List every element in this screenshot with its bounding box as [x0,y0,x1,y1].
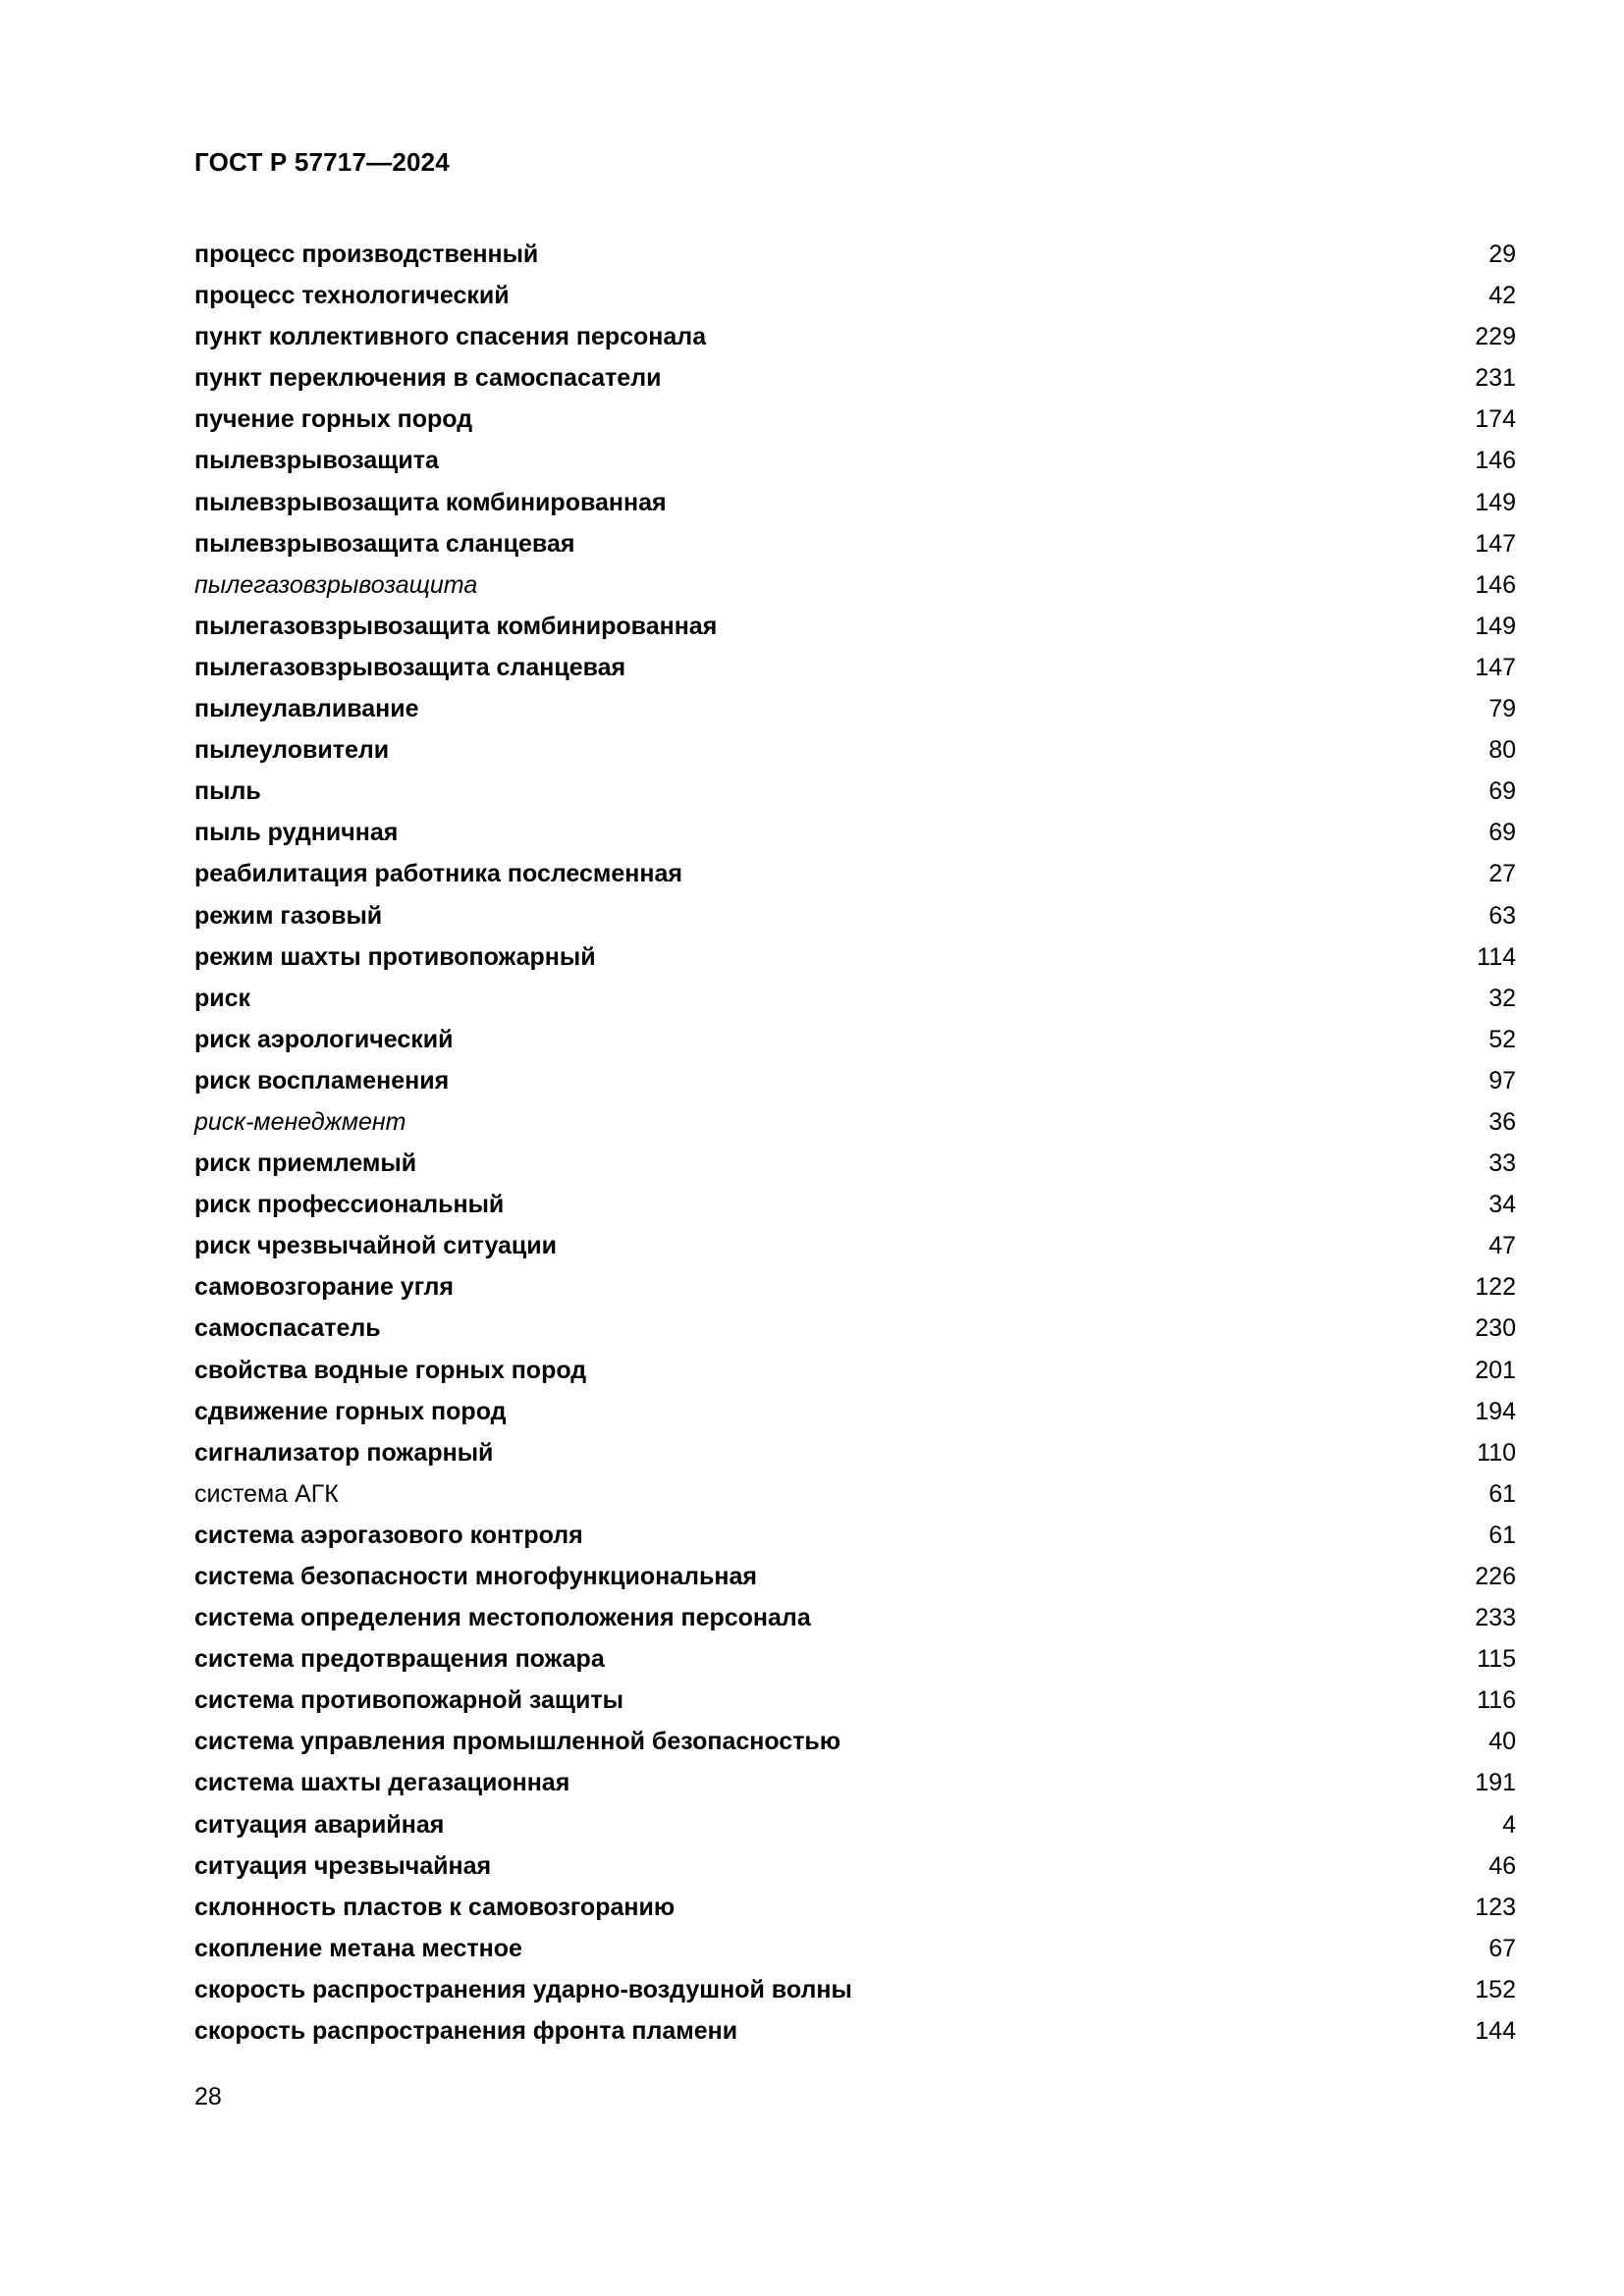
index-term: система противопожарной защиты [194,1686,623,1715]
index-entry [194,980,1516,1021]
index-term-number: 201 [1475,1356,1516,1384]
index-term-number: 61 [1489,1479,1516,1508]
index-term-number: 33 [1489,1149,1516,1178]
index-term: пучение горных пород [194,405,473,434]
index-term: риск чрезвычайной ситуации [194,1232,558,1260]
index-term: пункт коллективного спасения персонала [194,323,707,351]
index-term: пункт переключения в самоспасатели [194,364,662,393]
index-entry [194,1971,1516,2012]
index-term: риск профессиональный [194,1191,505,1219]
index-term-number: 229 [1475,323,1516,351]
index-entry [194,1021,1516,1062]
index-entry [194,855,1516,896]
index-term: риск воспламенения [194,1066,450,1095]
index-term: риск [194,984,251,1012]
index-term: пылегазовзрывозащита комбинированная [194,612,718,640]
index-term-number: 4 [1502,1810,1516,1839]
index-entry [194,318,1516,359]
index-term-number: 149 [1475,612,1516,640]
index-entry [194,1930,1516,1971]
index-term-number: 110 [1477,1438,1516,1467]
index-entry [194,1847,1516,1889]
index-term: пылевзрывозащита комбинированная [194,488,667,516]
index-entry [194,525,1516,566]
index-entry [194,1517,1516,1558]
index-term-number: 147 [1475,529,1516,558]
index-term: ситуация аварийная [194,1810,445,1839]
index-term: пылевзрывозащита [194,447,439,475]
index-term-number: 46 [1489,1851,1516,1880]
index-term: скорость распространения ударно-воздушной волны [194,1975,852,2003]
index-term-number: 231 [1475,364,1516,393]
index-term-number: 123 [1475,1893,1516,1921]
index-term-number: 191 [1475,1769,1516,1797]
index-term-number: 69 [1489,777,1516,806]
index-term-number: 122 [1475,1273,1516,1302]
index-term: режим шахты противопожарный [194,942,596,971]
index-term: риск аэрологический [194,1025,454,1053]
index-term-number: 80 [1489,736,1516,765]
index-term: риск приемлемый [194,1149,417,1178]
index-entry [194,814,1516,855]
index-entry [194,1806,1516,1847]
index-term: пылегазовзрывозащита сланцевая [194,653,626,681]
index-entry [194,1764,1516,1805]
index-entry [194,1682,1516,1723]
index-term-number: 40 [1489,1728,1516,1756]
index-entry [194,1062,1516,1103]
index-term-number: 149 [1475,488,1516,516]
index-entry [194,236,1516,277]
index-entry [194,1558,1516,1599]
index-term-number: 69 [1489,819,1516,847]
index-term: скорость распространения фронта пламени [194,2017,738,2046]
index-term: ситуация чрезвычайная [194,1851,492,1880]
index-term-number: 79 [1489,695,1516,723]
index-term-number: 226 [1475,1563,1516,1590]
term-index-list [194,236,1516,2054]
index-term-number: 67 [1489,1934,1516,1962]
index-term-number: 115 [1477,1645,1516,1674]
index-entry [194,1475,1516,1517]
page-number: 28 [194,2083,222,2110]
index-entry [194,2012,1516,2054]
index-entry [194,1640,1516,1682]
index-term: самовозгорание угля [194,1273,454,1302]
index-entry [194,1227,1516,1268]
index-term-number: 146 [1475,570,1516,599]
index-term-number: 233 [1475,1604,1516,1632]
index-entry [194,442,1516,483]
index-term: скопление метана местное [194,1934,522,1962]
index-term: система шахты дегазационная [194,1769,570,1797]
index-entry [194,1889,1516,1930]
index-term: процесс технологический [194,282,510,310]
index-entry [194,773,1516,814]
index-term: пылевзрывозащита сланцевая [194,529,575,558]
index-entry [194,566,1516,608]
index-entry [194,400,1516,442]
index-term: система АГК [194,1479,339,1508]
index-entry [194,649,1516,690]
index-term-number: 230 [1475,1314,1516,1343]
index-term-number: 146 [1475,447,1516,475]
index-term: пылеулавливание [194,695,419,723]
index-entry [194,1434,1516,1475]
index-term: склонность пластов к самовозгоранию [194,1893,676,1921]
index-entry [194,608,1516,649]
index-entry [194,731,1516,773]
index-entry [194,1103,1516,1145]
index-term: пылеуловители [194,736,390,765]
index-term: система аэрогазового контроля [194,1521,583,1549]
index-term-number: 116 [1477,1686,1516,1715]
index-term-number: 47 [1489,1232,1516,1260]
index-term: пыль рудничная [194,819,399,847]
index-entry [194,897,1516,938]
index-term: режим газовый [194,901,383,930]
index-entry [194,1599,1516,1640]
index-term-number: 34 [1489,1191,1516,1219]
index-term: сдвижение горных пород [194,1397,507,1425]
index-term: система безопасности многофункциональная [194,1563,757,1590]
index-term-number: 29 [1489,240,1516,268]
document-header: ГОСТ Р 57717—2024 [194,147,450,177]
index-entry [194,1268,1516,1309]
index-term: реабилитация работника послесменная [194,860,682,888]
index-term: самоспасатель [194,1314,381,1343]
index-term-number: 114 [1477,942,1516,971]
index-term-number: 174 [1475,405,1516,434]
index-term: пылегазовзрывозащита [194,570,478,599]
index-term-number: 36 [1489,1107,1516,1136]
index-entry [194,484,1516,525]
index-term: система управления промышленной безопасностью [194,1728,841,1756]
index-term-number: 97 [1489,1066,1516,1095]
index-term: система определения местоположения персонала [194,1604,811,1632]
index-term-number: 32 [1489,984,1516,1012]
index-term: пыль [194,777,261,806]
index-term-number: 52 [1489,1025,1516,1053]
index-term: процесс производственный [194,240,539,268]
index-term-number: 61 [1489,1521,1516,1549]
index-term: сигнализатор пожарный [194,1438,494,1467]
index-entry [194,1393,1516,1434]
index-entry [194,1352,1516,1393]
index-entry [194,1186,1516,1227]
index-entry [194,1145,1516,1186]
index-term-number: 194 [1475,1397,1516,1425]
index-term-number: 152 [1475,1975,1516,2003]
index-term-number: 147 [1475,653,1516,681]
index-entry [194,1309,1516,1351]
index-term-number: 42 [1489,282,1516,310]
index-entry [194,277,1516,318]
index-term: риск-менеджмент [194,1107,406,1136]
index-entry [194,1723,1516,1764]
index-term-number: 63 [1489,901,1516,930]
index-term: система предотвращения пожара [194,1645,605,1674]
index-term-number: 27 [1489,860,1516,888]
index-entry [194,938,1516,980]
index-entry [194,690,1516,731]
index-entry [194,359,1516,400]
index-term-number: 144 [1475,2017,1516,2046]
index-term: свойства водные горных пород [194,1356,587,1384]
